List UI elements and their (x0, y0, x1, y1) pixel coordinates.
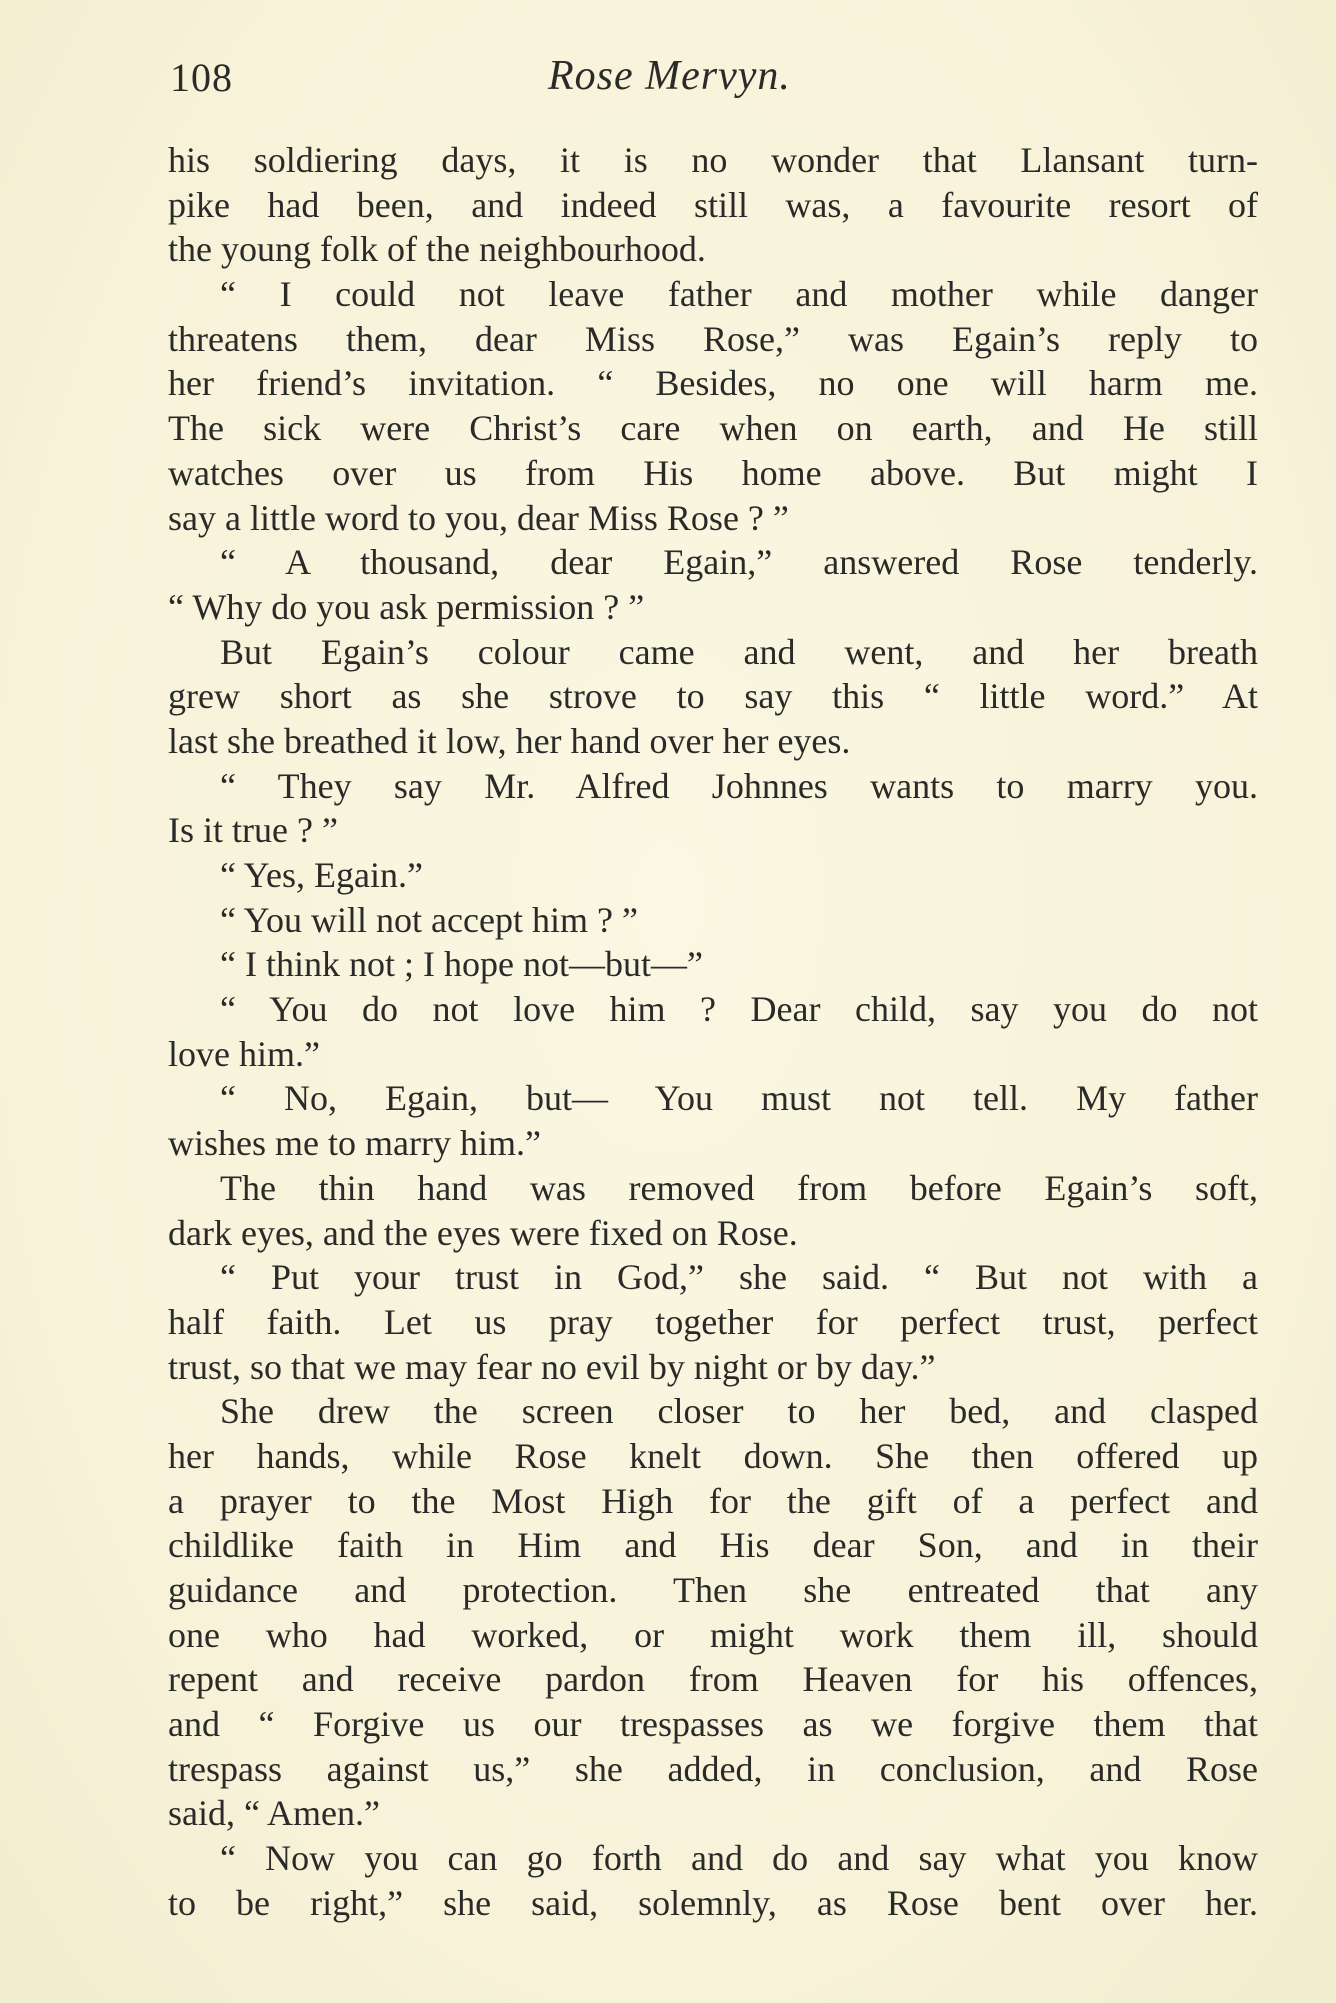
text-line: “ No, Egain, but— You must not tell. My father (220, 1078, 1258, 1119)
text-line: to be right,” she said, solemnly, as Rose bent over her. (168, 1882, 1258, 1923)
text-line: threatens them, dear Miss Rose,” was Egain’s reply to (168, 318, 1258, 359)
text-line: “ You will not accept him ? ” (220, 899, 638, 940)
text-line: a prayer to the Most High for the gift of a perfect and (168, 1480, 1258, 1521)
text-line: “ They say Mr. Alfred Johnnes wants to marry you. (220, 765, 1258, 806)
text-line: dark eyes, and the eyes were fixed on Rose. (168, 1212, 798, 1253)
text-line: love him.” (168, 1033, 320, 1074)
text-line: childlike faith in Him and His dear Son, and in their (168, 1525, 1258, 1566)
text-line: her friend’s invitation. “ Besides, no one will harm me. (168, 363, 1258, 404)
text-line: her hands, while Rose knelt down. She then offered up (168, 1435, 1258, 1476)
text-line: half faith. Let us pray together for perfect trust, perfect (168, 1301, 1258, 1342)
page-number: 108 (170, 55, 233, 100)
text-line: wishes me to marry him.” (168, 1123, 541, 1164)
text-line: trespass against us,” she added, in conclusion, and Rose (168, 1748, 1258, 1789)
text-line: “ Why do you ask permission ? ” (168, 586, 645, 627)
text-line: one who had worked, or might work them ill, should (168, 1614, 1258, 1655)
text-line: “ You do not love him ? Dear child, say you do not (220, 989, 1258, 1030)
text-line: and “ Forgive us our trespasses as we forgive them that (168, 1704, 1258, 1745)
text-line: The thin hand was removed from before Egain’s soft, (220, 1167, 1258, 1208)
text-line: “ I think not ; I hope not—but—” (220, 944, 703, 985)
text-line: say a little word to you, dear Miss Rose ? ” (168, 497, 789, 538)
text-line: his soldiering days, it is no wonder that Llansant turn- (168, 140, 1258, 180)
text-line: watches over us from His home above. But might I (168, 452, 1258, 493)
text-line: “ A thousand, dear Egain,” answered Rose tenderly. (220, 542, 1258, 583)
page-header (160, 48, 860, 108)
text-line: “ Put your trust in God,” she said. “ But not with a (220, 1257, 1258, 1298)
text-line: The sick were Christ’s care when on earth, and He still (168, 408, 1258, 449)
text-line: “ Now you can go forth and do and say what you know (220, 1838, 1258, 1879)
text-line: But Egain’s colour came and went, and her breath (220, 631, 1258, 672)
text-line: grew short as she strove to say this “ little word.” At (168, 676, 1258, 717)
text-line: pike had been, and indeed still was, a favourite resort of (168, 184, 1258, 225)
body-text (168, 138, 1258, 1926)
text-line: repent and receive pardon from Heaven for his offences, (168, 1659, 1258, 1700)
text-line: She drew the screen closer to her bed, and clasped (220, 1391, 1258, 1432)
text-line: guidance and protection. Then she entreated that any (168, 1570, 1258, 1610)
text-line: Is it true ? ” (168, 810, 338, 851)
text-line: trust, so that we may fear no evil by night or by day.” (168, 1346, 936, 1387)
text-line: “ Yes, Egain.” (220, 855, 423, 895)
text-line: the young folk of the neighbourhood. (168, 229, 706, 270)
text-line: last she breathed it low, her hand over her eyes. (168, 720, 851, 761)
running-title: Rose Mervyn. (548, 53, 791, 99)
text-line: “ I could not leave father and mother while danger (220, 274, 1258, 315)
text-line: said, “ Amen.” (168, 1793, 380, 1834)
